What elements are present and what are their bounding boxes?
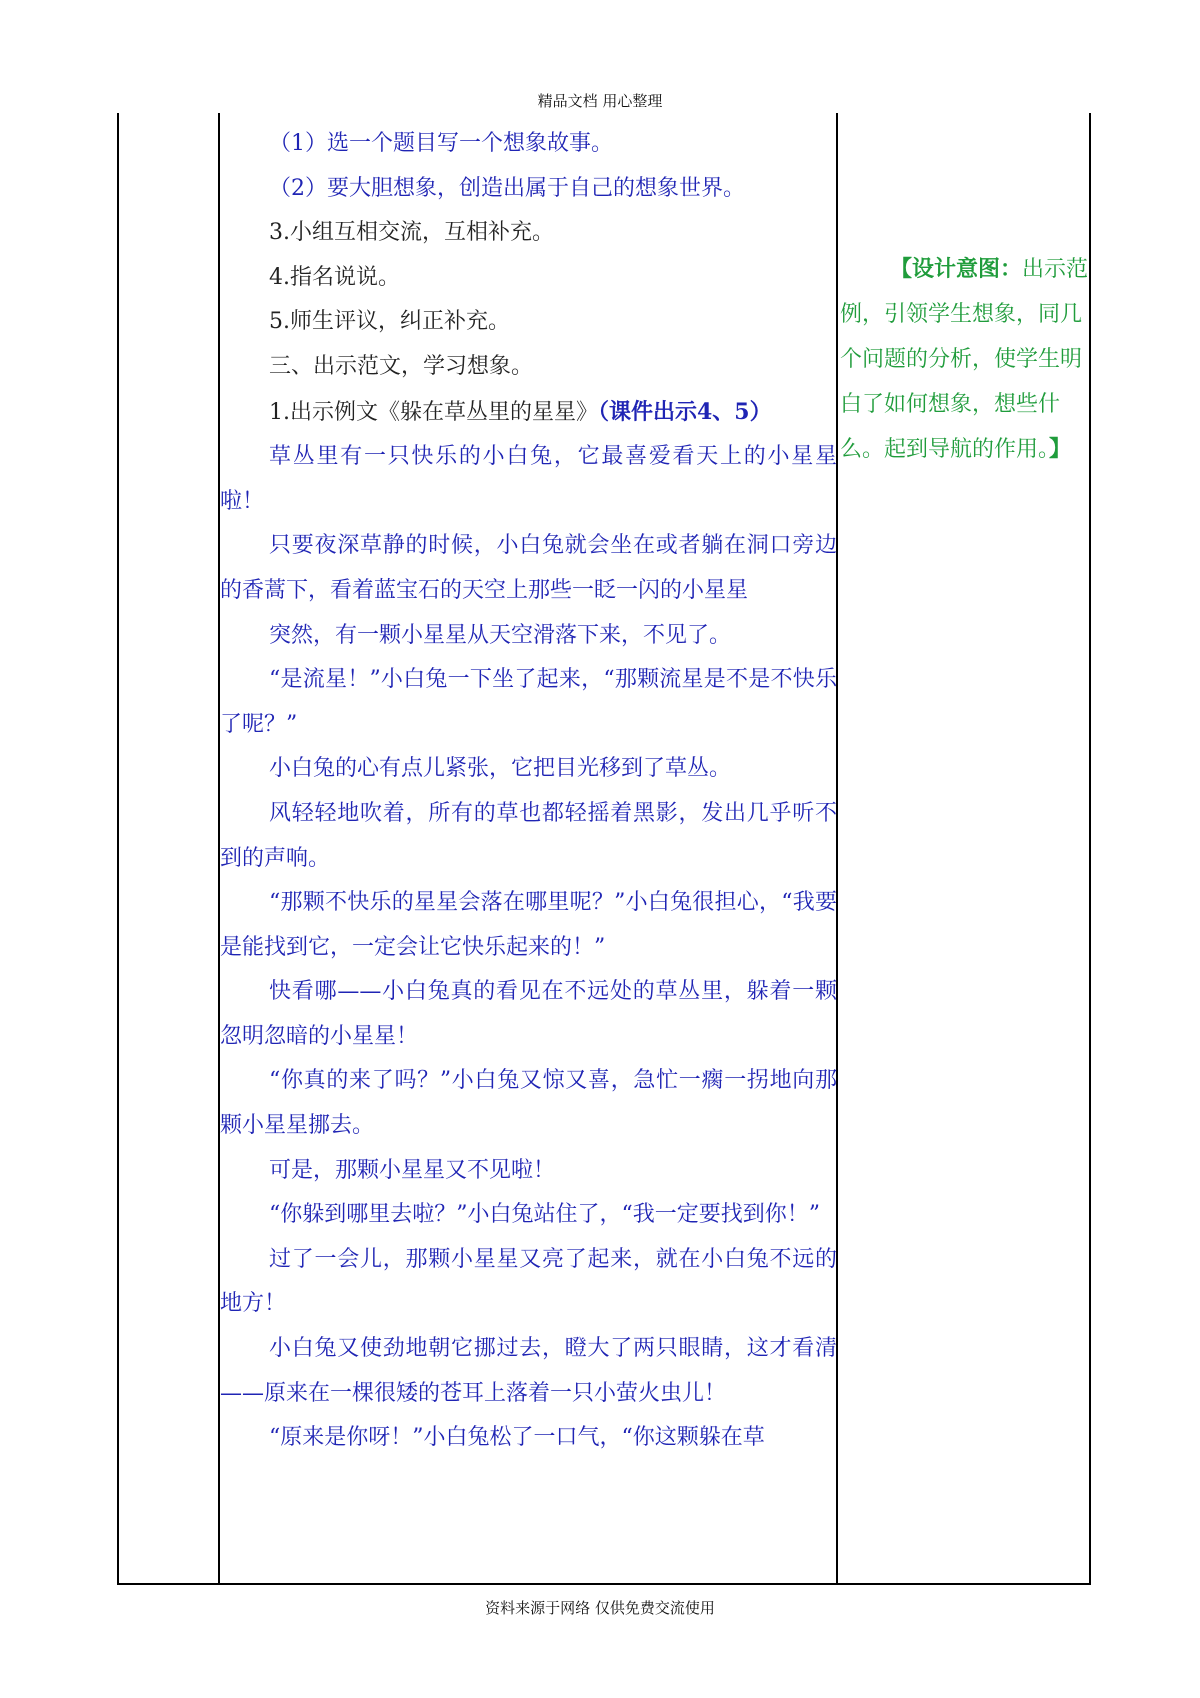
step-4: 4.指名说说。 <box>269 264 400 290</box>
story-paragraph: 草丛里有一只快乐的小白兔，它最喜爱看天上的小星星啦！ <box>220 444 837 514</box>
step-5: 5.师生评议，纠正补充。 <box>269 309 510 335</box>
design-intent-paragraph <box>840 247 1090 472</box>
story-paragraph: 风轻轻地吹着，所有的草也都轻摇着黑影，发出几乎听不到的声响。 <box>220 800 837 871</box>
lesson-content-column <box>220 122 837 1461</box>
story-paragraph: 突然，有一颗小星星从天空滑落下来，不见了。 <box>269 622 732 648</box>
story-paragraph: 过了一会儿，那颗小星星又亮了起来，就在小白兔不远的地方！ <box>220 1246 837 1317</box>
story-paragraph: 可是，那颗小星星又不见啦！ <box>269 1157 556 1183</box>
story-paragraph: “原来是你呀！”小白兔松了一口气，“你这颗躲在草 <box>269 1425 765 1451</box>
story-paragraph: “你真的来了吗？”小白兔又惊又喜，急忙一瘸一拐地向那颗小星星挪去。 <box>220 1068 837 1139</box>
page-header: 精品文档 用心整理 <box>537 92 663 110</box>
page-footer: 资料来源于网络 仅供免费交流使用 <box>485 1599 715 1617</box>
story-paragraph: “是流星！”小白兔一下坐了起来，“那颗流星是不是不快乐了呢？” <box>220 667 837 737</box>
story-paragraph: “那颗不快乐的星星会落在哪里呢？”小白兔很担心，“我要是能找到它，一定会让它快乐起来的！” <box>220 890 837 960</box>
story-paragraph: 小白兔又使劲地朝它挪过去，瞪大了两只眼睛，这才看清——原来在一棵很矮的苍耳上落着一只小萤火虫儿！ <box>220 1336 837 1406</box>
table-border-bottom <box>117 1583 1091 1585</box>
design-intent-body: 出示范例，引领学生想象，同几个问题的分析，使学生明白了如何想象，想些什么。起到导航的作用。 <box>840 257 1089 462</box>
table-border-left <box>117 113 119 1585</box>
task-2: （2）要大胆想象，创造出属于自己的想象世界。 <box>269 175 745 201</box>
story-paragraph: 快看哪——小白兔真的看见在不远处的草丛里，躲着一颗忽明忽暗的小星星！ <box>220 979 837 1049</box>
story-paragraph: “你躲到哪里去啦？”小白兔站住了，“我一定要找到你！” <box>269 1202 820 1228</box>
courseware-note: （课件出示4、5） <box>598 398 772 425</box>
story-paragraph: 小白兔的心有点儿紧张，它把目光移到了草丛。 <box>269 756 732 782</box>
design-intent-note <box>840 247 1090 472</box>
section-heading: 三、出示范文，学习想象。 <box>269 353 534 379</box>
design-intent-close: 】 <box>1049 436 1072 462</box>
design-intent-label: 【设计意图： <box>890 256 1023 282</box>
story-paragraph: 只要夜深草静的时候，小白兔就会坐在或者躺在洞口旁边的香蒿下，看着蓝宝石的天空上那些一眨一闪的小星星 <box>220 533 837 603</box>
example-intro-text: 1.出示例文《躲在草丛里的星星》 <box>269 399 598 425</box>
example-intro <box>220 390 837 436</box>
step-3: 3.小组互相交流，互相补充。 <box>269 220 554 246</box>
task-1: （1）选一个题目写一个想象故事。 <box>269 131 613 156</box>
